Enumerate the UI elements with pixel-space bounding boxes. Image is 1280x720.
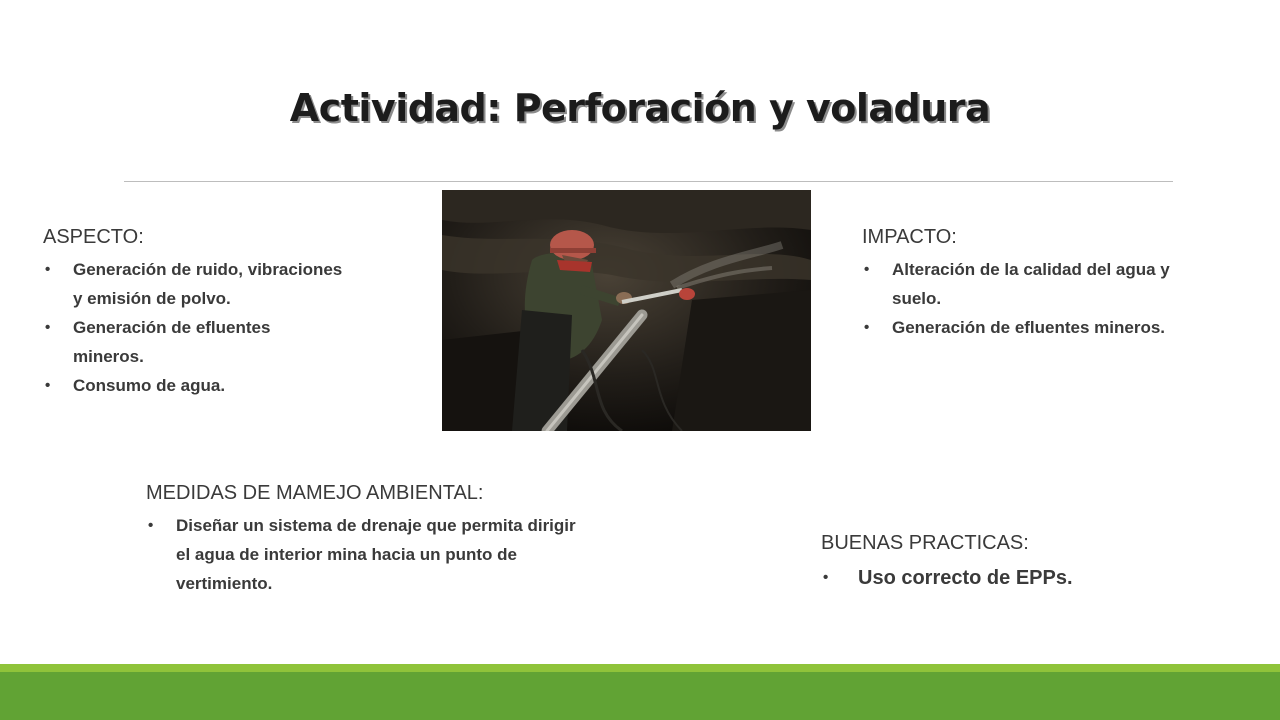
list-item: • Generación de ruido, vibraciones y emisión de polvo. bbox=[43, 255, 343, 313]
bullet-icon: • bbox=[148, 517, 154, 534]
buenas-practicas-section bbox=[821, 532, 1151, 595]
slide-title: Actividad: Perforación y voladura bbox=[289, 86, 991, 130]
footer-accent-stripe bbox=[0, 664, 1280, 672]
impacto-heading: IMPACTO: bbox=[862, 226, 957, 248]
bullet-icon: • bbox=[45, 261, 51, 278]
list-item: • Alteración de la calidad del agua y suelo. bbox=[862, 255, 1172, 313]
bullet-icon: • bbox=[864, 319, 870, 336]
medidas-list bbox=[146, 511, 576, 598]
aspecto-list bbox=[43, 255, 343, 400]
mining-photo bbox=[442, 190, 811, 431]
medidas-heading: MEDIDAS DE MAMEJO AMBIENTAL: bbox=[146, 482, 484, 504]
bullet-icon: • bbox=[823, 569, 829, 586]
impacto-section bbox=[862, 226, 1172, 342]
aspecto-section bbox=[43, 226, 343, 400]
bullet-icon: • bbox=[45, 377, 51, 394]
title-divider bbox=[124, 181, 1173, 182]
list-item: • Consumo de agua. bbox=[43, 371, 343, 400]
list-item: • Generación de efluentes mineros. bbox=[43, 313, 343, 371]
bullet-icon: • bbox=[864, 261, 870, 278]
impacto-list bbox=[862, 255, 1172, 342]
list-item: • Generación de efluentes mineros. bbox=[862, 313, 1172, 342]
bullet-icon: • bbox=[45, 319, 51, 336]
aspecto-heading: ASPECTO: bbox=[43, 226, 144, 248]
list-item: • Uso correcto de EPPs. bbox=[821, 561, 1151, 595]
buenas-practicas-heading: BUENAS PRACTICAS: bbox=[821, 532, 1029, 554]
medidas-section bbox=[146, 482, 576, 598]
footer-bar bbox=[0, 672, 1280, 720]
buenas-practicas-list bbox=[821, 561, 1151, 595]
list-item: • Diseñar un sistema de drenaje que permita dirigir el agua de interior mina hacia un punto de vertimiento. bbox=[146, 511, 576, 598]
